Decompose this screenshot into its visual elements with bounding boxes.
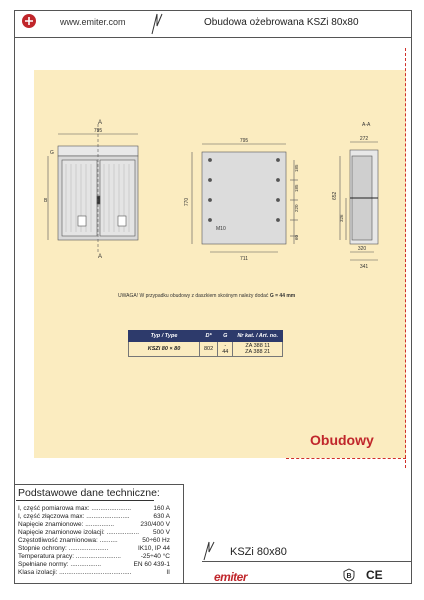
cell-art-bottom: ZA 388 21 <box>245 349 271 355</box>
table-header-g: G <box>218 331 233 342</box>
dim-185-b: 185 <box>294 184 299 192</box>
cell-art-top: ZA 388 11 <box>245 343 271 349</box>
note-text: UWAGA! W przypadku obudowy z daszkiem skośnym należy dodać <box>118 293 269 299</box>
spec-value: EN 60 439-1 <box>133 561 170 568</box>
front-width-dim: 795 <box>93 128 103 134</box>
dim-272: 272 <box>359 136 369 142</box>
emiter-brand-logo: emiter <box>214 570 248 584</box>
section-aa-label: A-A <box>362 122 371 128</box>
red-dashed-bottom <box>286 458 406 460</box>
dim-220: 220 <box>294 204 299 212</box>
spec-label: I, część pomiarowa max: ...................... <box>18 505 132 512</box>
website-link[interactable]: www.emiter.com <box>60 17 126 27</box>
b-certification-icon <box>342 568 356 582</box>
spec-row <box>18 561 182 568</box>
spec-value: 500 V <box>153 529 170 536</box>
section-mark-bottom: A <box>98 254 103 260</box>
m10-label: M10 <box>216 226 226 232</box>
product-table <box>128 330 283 357</box>
dim-711: 711 <box>240 256 248 262</box>
ce-mark: CE <box>366 568 383 582</box>
spec-row <box>18 545 182 552</box>
spec-row <box>18 553 182 560</box>
table-row <box>129 342 283 357</box>
section-view <box>340 142 378 260</box>
category-label: Obudowy <box>310 432 374 448</box>
model-name: KSZi 80x80 <box>230 546 287 558</box>
dim-185-a: 185 <box>294 164 299 172</box>
zigzag-icon <box>202 540 216 562</box>
spec-value: II <box>166 569 170 576</box>
specs-title: Podstawowe dane techniczne: <box>18 487 160 499</box>
spec-value: IK10, IP 44 <box>137 545 170 552</box>
dim-60: 60 <box>294 234 299 240</box>
dim-652: 652 <box>332 191 338 200</box>
spec-row <box>18 529 182 536</box>
table-header-row <box>129 331 283 342</box>
spec-value: 630 A <box>153 513 170 520</box>
specs-title-underline <box>16 500 154 501</box>
cell-g-top: - <box>224 343 227 349</box>
spec-row <box>18 505 182 512</box>
cell-g <box>218 342 233 357</box>
spec-value: 160 A <box>153 505 170 512</box>
cell-type: KSZi 80 × 80 <box>129 342 200 357</box>
spec-label: Napięcie znamionowe: ................ <box>18 521 115 528</box>
technical-drawing <box>34 112 406 272</box>
footer-divider <box>202 561 412 562</box>
emiter-logo-icon <box>20 12 38 30</box>
mounting-view <box>192 144 298 252</box>
dim-341: 341 <box>359 264 369 270</box>
drawing-note <box>118 293 295 299</box>
spec-label: Częstotliwość znamionowa: .......... <box>18 537 118 544</box>
b-mark-letter: B <box>346 573 352 580</box>
spec-row <box>18 569 182 576</box>
spec-row <box>18 537 182 544</box>
spec-label: Spełniane normy: ................. <box>18 561 102 568</box>
dim-326: 326 <box>339 214 344 222</box>
cell-d: 802 <box>200 342 218 357</box>
spec-value: 50÷60 Hz <box>142 537 170 544</box>
section-mark-top: A <box>98 120 103 126</box>
front-view <box>48 124 138 252</box>
table-header-d: D* <box>200 331 218 342</box>
zigzag-icon <box>150 12 164 36</box>
spec-value: -25÷40 °C <box>140 553 170 560</box>
b-label: B <box>44 198 48 204</box>
cell-g-bottom: 44 <box>222 349 229 355</box>
dim-320: 320 <box>357 246 367 252</box>
spec-label: I, część złączowa max: ........................ <box>18 513 130 520</box>
table-header-art: Nr kat. / Art. no. <box>233 331 283 342</box>
spec-row <box>18 521 182 528</box>
height-dim: 770 <box>184 197 190 207</box>
page-title: Obudowa ożebrowana KSZi 80x80 <box>204 17 359 28</box>
spec-label: Klasa izolacji: ........................................ <box>18 569 132 576</box>
spec-value: 230/400 V <box>140 521 170 528</box>
table-header-type: Typ / Type <box>129 331 200 342</box>
side-width-dim: 795 <box>239 138 249 144</box>
note-value: G = 44 mm <box>269 293 296 299</box>
spec-label: Stopnie ochrony: ...................... <box>18 545 109 552</box>
spec-label: Temperatura pracy: ......................... <box>18 553 121 560</box>
g-label: G <box>50 150 54 156</box>
cell-art <box>233 342 283 357</box>
spec-label: Napięcie znamionowe izolacji: .................. <box>18 529 140 536</box>
spec-row <box>18 513 182 520</box>
